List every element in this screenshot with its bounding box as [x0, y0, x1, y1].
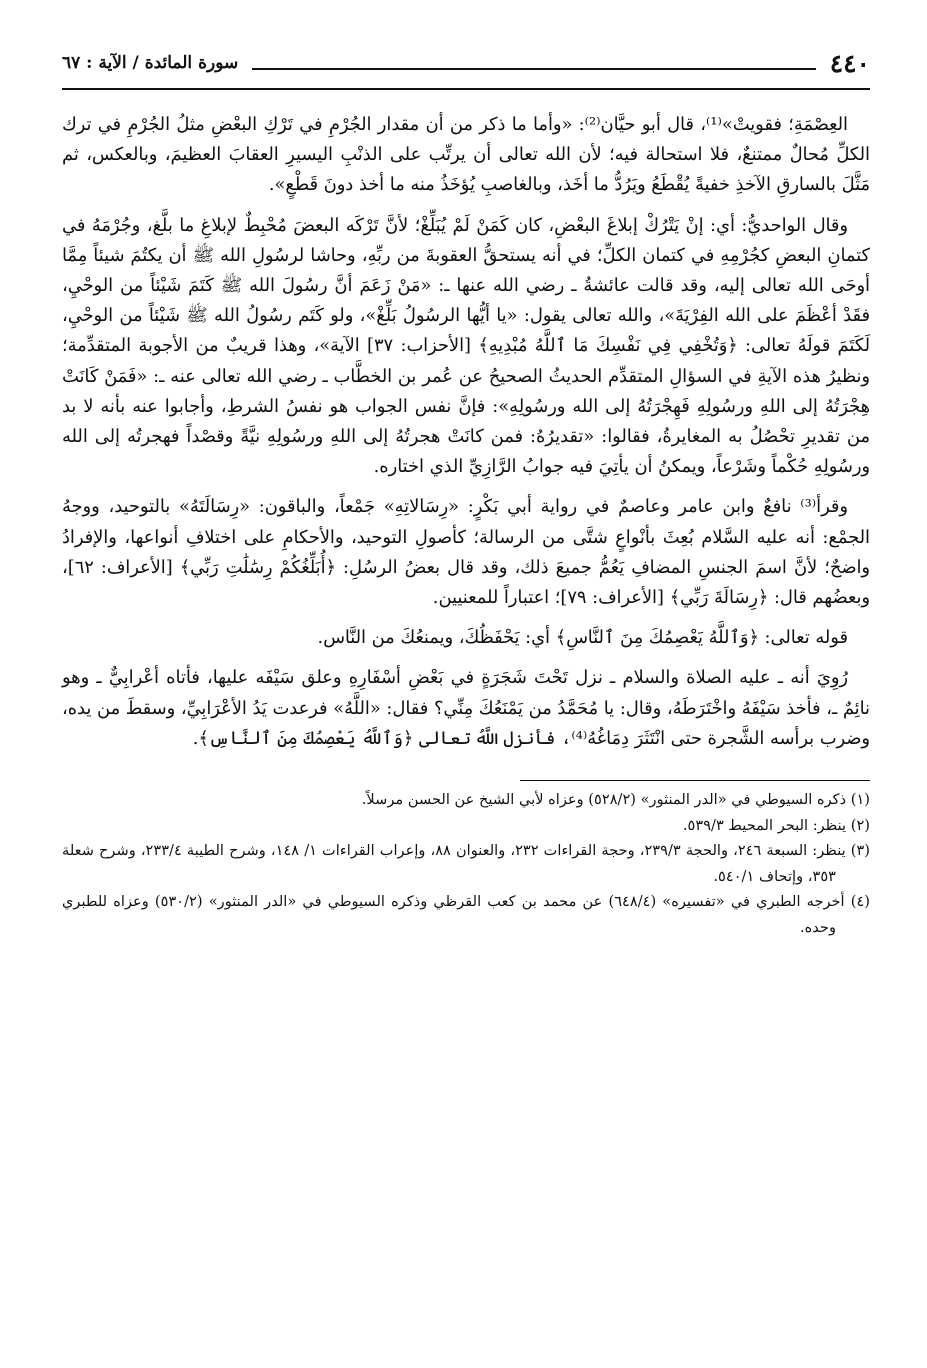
surah-title: سورة المائدة / الآية : ٦٧: [62, 53, 239, 73]
paragraph: العِصْمَةِ؛ فقويتْ»⁽¹⁾، قال أبو حيَّان⁽²⁾: «وأما ما ذكر من أن مقدار الجُرْمِ في تَرْكِ البعْضِ مثلُ الجُرْمِ في ترك الكلِّ مُحالٌ ممتنعٌ، فلا استحالة فيه؛ لأن الله تعالى أن يرتِّب على الذنْبِ اليسيرِ العقابَ العظيمَ، وبالعكس، ثم مَثَّلَ بالسارقِ الآخذِ خفيةً يُقْطَعُ ويَرُدُّ ما أخَذ، وبالغاصبِ يُؤخَذُ منه ما أخذ دونَ قَطْعٍ».: [62, 114, 870, 196]
book-page: [62, 40, 870, 940]
footnote-separator: [520, 780, 870, 781]
paragraph: وقرأ⁽³⁾ نافعٌ وابن عامر وعاصمٌ في رواية أبي بَكْرٍ: «رِسَالاتِهِ» جَمْعاً، والباقون: «رِسَالَتَهُ» بالتوحيد، ووجهُ الجمْع: أنه عليه السَّلام بُعِثَ بأنْواعٍ شتَّى من الرسالة؛ كأصولِ التوحيد، والأحكامِ على اختلافِ أنواعها، والإفرادُ واضحٌ؛ لأنَّ اسمَ الجنسِ المضافِ يَعُمُّ جميعَ ذلك، وقد قال بعضُ الرسُلِ: ﴿أُبَلِّغُكُمْ رِسَٰلَٰتِ رَبِّي﴾ [الأعراف: ٦٢]، وبعضُهم قال: ﴿رِسَالَةَ رَبِّي﴾ [الأعراف: ٧٩]؛ اعتباراً للمعنيين.: [62, 496, 870, 609]
paragraph: رُوِيَ أنه ـ عليه الصلاة والسلام ـ نزل تَحْتَ شَجَرَةٍ في بَعْضِ أسْفَارِهِ وعلق سَيْفَه عليها، فأتاه أعْرابِيٌّ ـ وهو نائِمٌ ـ، فأخذ سَيْفَهُ واخْتَرَطَهُ، وقال: يا مُحَمَّدُ من يَمْنَعُكَ مِنِّي؟ فقال: «اللَّهُ» فرعدت يَدُ الأعْرَابِيِّ، وسقطَ من يده، وضرب برأسه الشَّجرة حتى انْتَثَرَ دِمَاغُهُ⁽⁴⁾، فأنزل اللَّهُ تعالى ﴿وَٱللَّهُ يَعْصِمُكَ مِنَ ٱلنَّاسِ﴾.: [62, 667, 870, 749]
paragraph: وقال الواحديُّ: أي: إنْ يَتْرُكْ إبلاغَ البعْضِ، كان كَمَنْ لَمْ يُبَلِّغْ؛ لأنَّ تَرْكَه البعضَ مُحْبِطٌ لإبلاغِ ما بلَّغ، وجُرْمَهُ في كتمانِ البعضِ كجُرْمِهِ في كتمان الكلِّ؛ في أنه يستحقُّ العقوبةَ من ربِّهِ، وحاشا لرسُولِ الله ﷺ أن يكتُمَ شيئاً مِمَّا أوحَى الله تعالى إليه، وقد قالت عائشةُ ـ رضي الله عنها ـ: «مَنْ زَعَمَ أنَّ رسُولَ الله ﷺ كَتَمَ شَيْئاً من الوحْيِ، فقَدْ أعْظَمَ على الله الفِرْيَةَ»، والله تعالى يقول: «يا أيُّها الرسُولُ بَلِّغْ»، ولو كَتَم رسُولُ الله ﷺ شَيْئاً من الوحْيِ، لَكَتَمَ قولَهُ تعالى: ﴿وَتُخْفِي فِي نَفْسِكَ مَا ٱللَّهُ مُبْدِيهِ﴾ [الأحزاب: ٣٧] الآية»، وهذا قريبٌ من الأجوبة المتقدِّمة؛ ونظيرُ هذه الآيةِ في السؤالِ المتقدِّم الحديثُ الصحيحُ عن عُمر بن الخطَّاب ـ رضي الله تعالى عنه ـ: «فَمَنْ كَانَتْ هِجْرَتُهُ إلى اللهِ ورسُولِهِ فَهِجْرَتُهُ إلى الله ورسُولِهِ»: فإنَّ نفس الجواب هو نفسُ الشرطِ، وأجابوا عنه بأنه لا بد من تقديرِ تحْصُلُ به المغايرةُ، فقالوا: «تقديرُهُ: فمن كانَتْ هجرتُهُ إلى اللهِ ورسُولِهِ نيَّةً وقصْداً فهجرتُه إلى الله ورسُولِهِ حُكْماً وشَرْعاً، ويمكنُ أن يأتِيَ فيه جوابُ الرَّازِيِّ الذي اختاره.: [62, 214, 870, 478]
footnote: (١) ذكره السيوطي في «الدر المنثور» (٥٢٨/٢) وعزاه لأبي الشيخ عن الحسن مرسلاً.: [361, 791, 870, 809]
footnotes: [62, 787, 870, 940]
paragraph: قوله تعالى: ﴿وَٱللَّهُ يَعْصِمُكَ مِنَ ٱلنَّاسِ﴾ أي: يَحْفَظُكَ، ويمنعُكَ من النَّاس.: [317, 627, 848, 649]
main-text: [62, 110, 870, 754]
footnote: (٤) أخرجه الطبري في «تفسيره» (٦٤٨/٤) عن محمد بن كعب القرظي وذكره السيوطي في «الدر المنثور» (٥٣٠/٢) وعزاه للطبري وحده.: [62, 893, 870, 936]
footnote: (٣) ينظر: السبعة ٢٤٦، والحجة ٢٣٩/٣، وحجة القراءات ٢٣٢، والعنوان ٨٨، وإعراب القراءات ١/ ١٤٨، وشرح الطيبة ٢٣٣/٤، وشرح شعلة ٣٥٣، وإتحاف ٥٤٠/١.: [62, 842, 870, 885]
page-header: [62, 40, 870, 86]
footnote: (٢) ينظر: البحر المحيط ٥٣٩/٣.: [682, 816, 870, 834]
header-rule: [62, 88, 870, 90]
page-number: ٤٤٠: [829, 48, 870, 78]
header-line: [252, 68, 815, 70]
